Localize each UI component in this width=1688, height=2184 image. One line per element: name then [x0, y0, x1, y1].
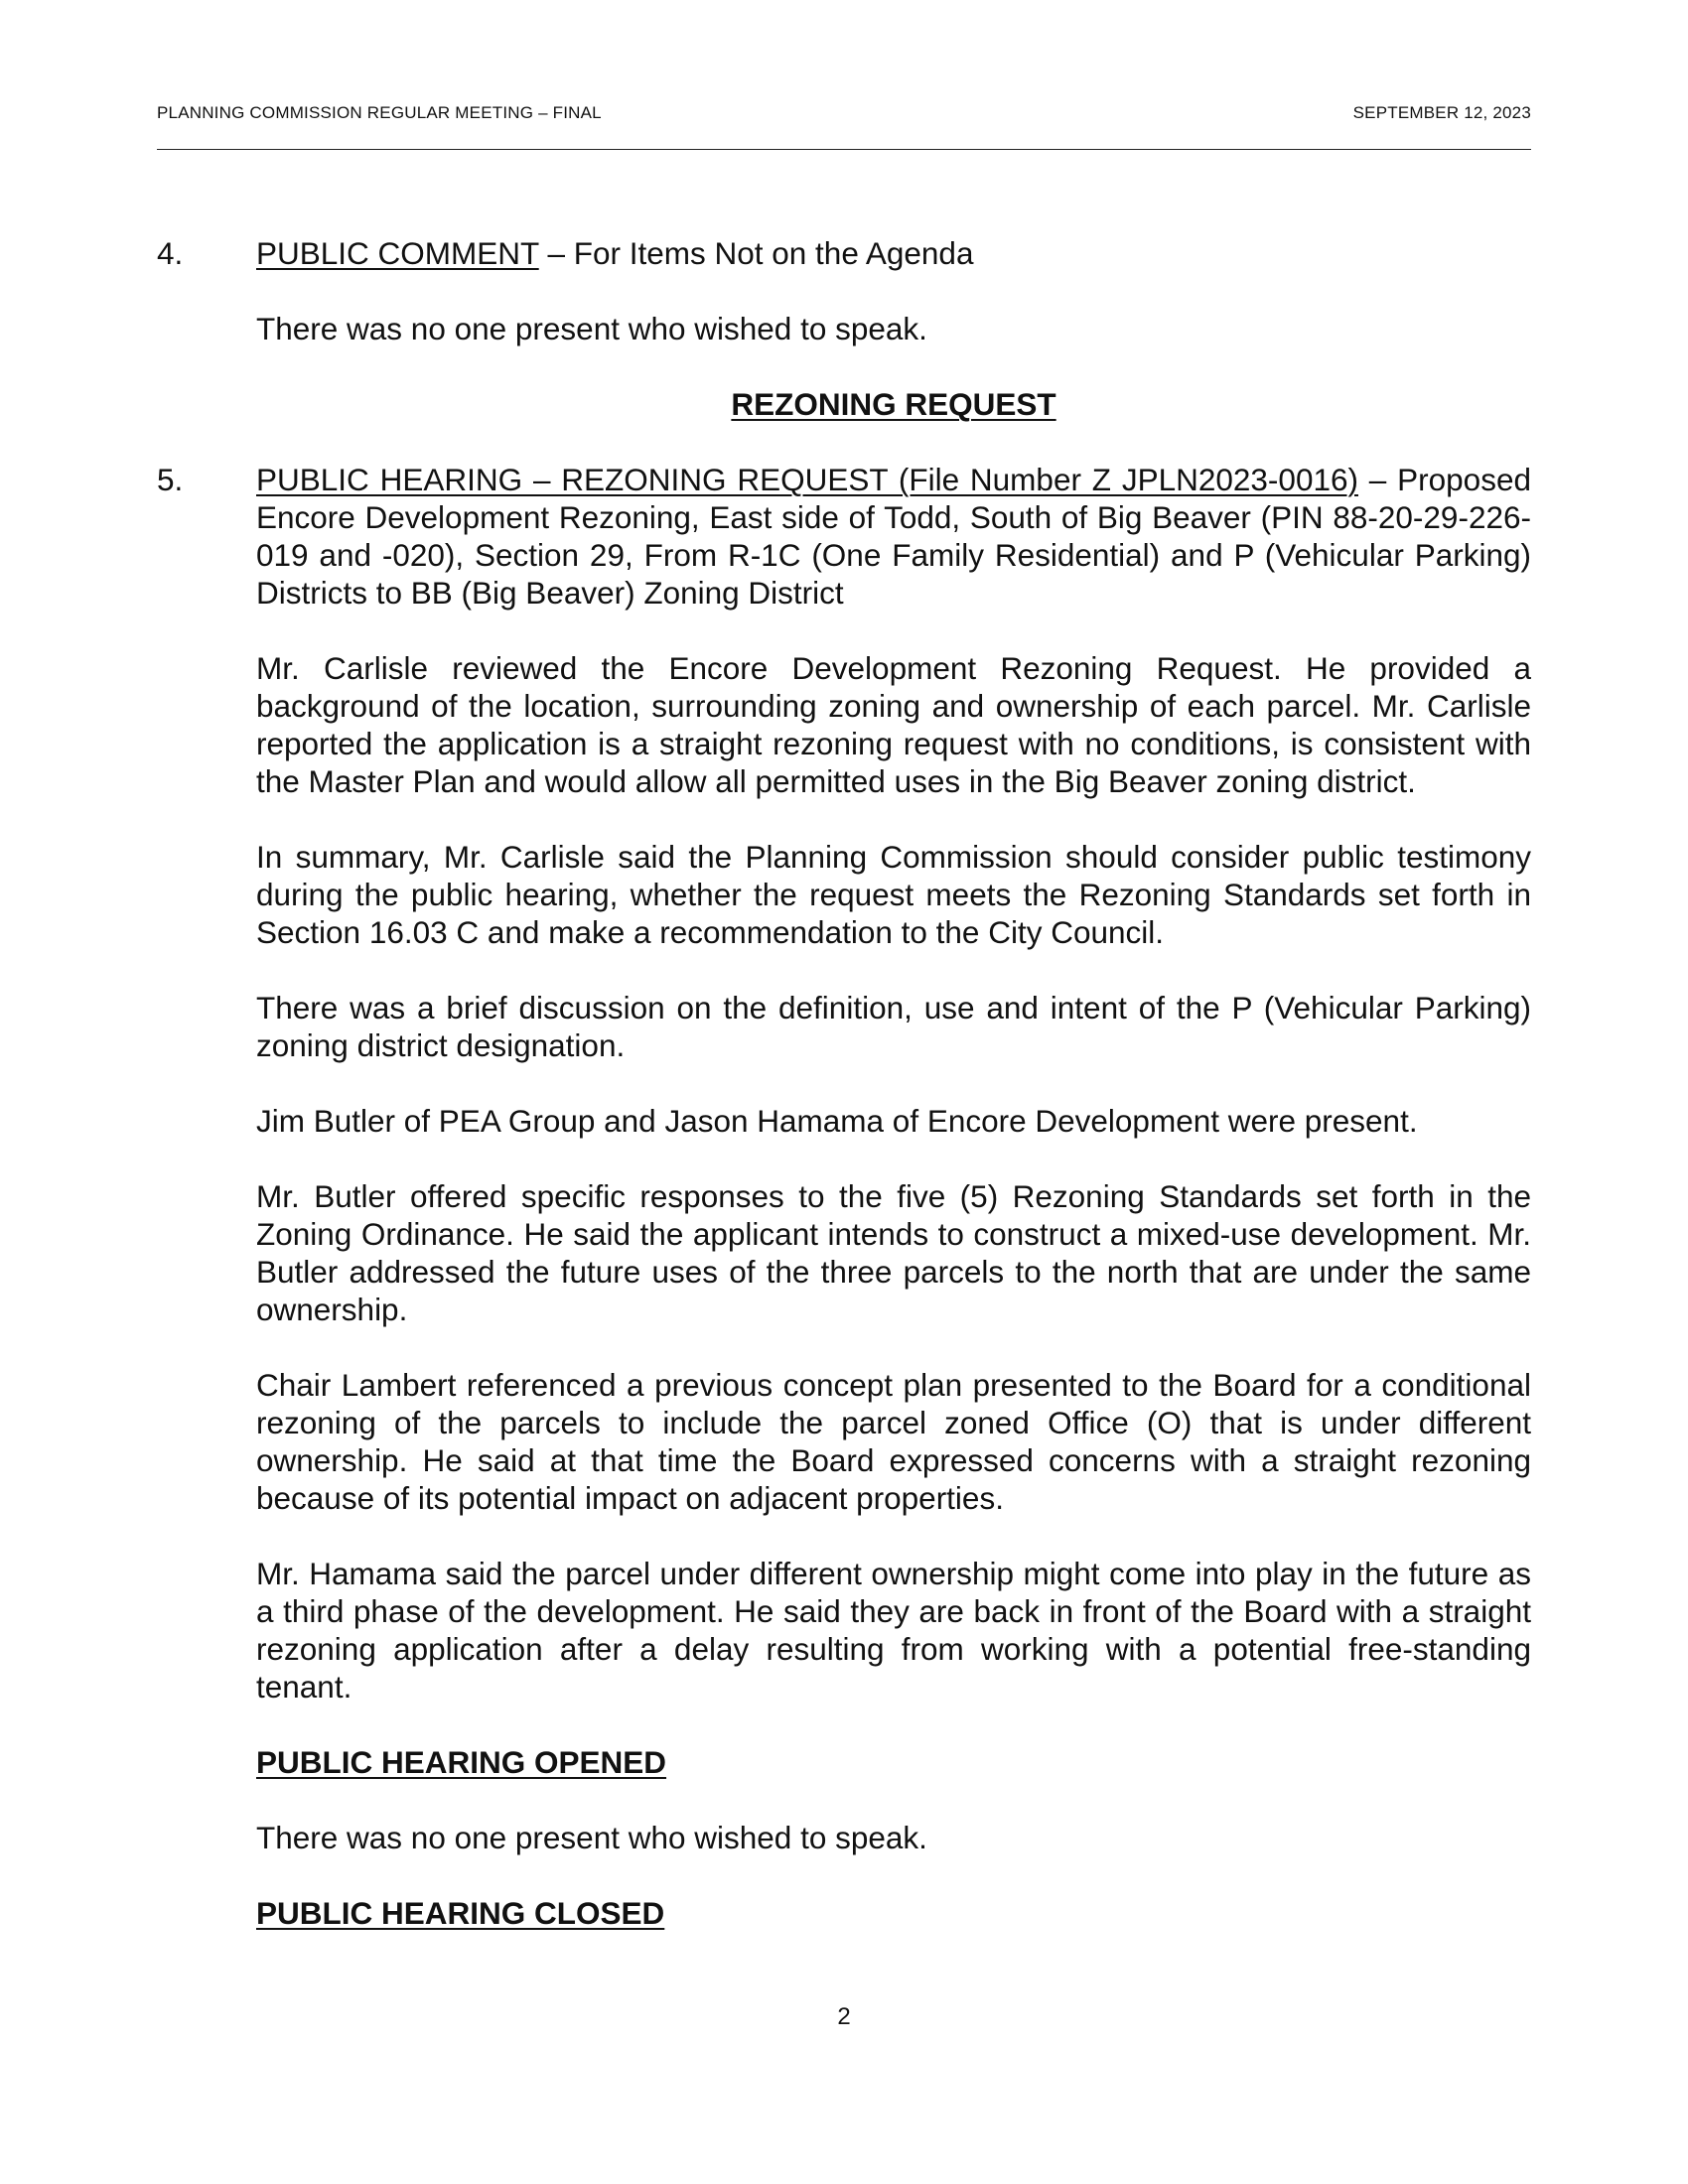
paragraph: Mr. Hamama said the parcel under different ownership might come into play in the future as a third phase of the development. He said they are back in front of the Board with a straight rezoning application after a delay resulting from working with a potential free-standing tenant.: [256, 1556, 1531, 1705]
hearing-opened-heading: PUBLIC HEARING OPENED: [256, 1744, 667, 1780]
paragraph: Mr. Carlisle reviewed the Encore Development Rezoning Request. He provided a background of the location, surrounding zoning and ownership of each parcel. Mr. Carlisle reported the application is a straight rezoning request with no conditions, is consistent with the Master Plan and would allow all permitted uses in the Big Beaver zoning district.: [256, 650, 1531, 799]
header-divider: [157, 149, 1531, 150]
paragraph: There was a brief discussion on the definition, use and intent of the P (Vehicular Parking) zoning district designation.: [256, 990, 1531, 1063]
section-heading: REZONING REQUEST: [731, 386, 1056, 422]
agenda-item-5: [157, 461, 1531, 612]
item-title-underlined: PUBLIC COMMENT: [256, 235, 539, 271]
item-4-text: There was no one present who wished to speak.: [256, 311, 927, 346]
agenda-item-4: [157, 234, 1531, 272]
paragraph: Mr. Butler offered specific responses to the five (5) Rezoning Standards set forth in the Zoning Ordinance. He said the applicant intends to construct a mixed-use development. Mr. Butler addressed the future uses of the three parcels to the north that are under the same ownership.: [256, 1178, 1531, 1327]
item-number: 4.: [157, 235, 184, 271]
header-meeting-title: PLANNING COMMISSION REGULAR MEETING – FINAL: [157, 103, 602, 122]
page-number: 2: [837, 2003, 851, 2030]
paragraph: Jim Butler of PEA Group and Jason Hamama of Encore Development were present.: [256, 1103, 1418, 1139]
document-body: [157, 234, 1531, 1970]
header-meeting-date: SEPTEMBER 12, 2023: [1352, 103, 1531, 122]
item-title-underlined: PUBLIC HEARING – REZONING REQUEST (File Number Z JPLN2023-0016): [256, 462, 1358, 497]
paragraph: Chair Lambert referenced a previous concept plan presented to the Board for a conditional rezoning of the parcels to include the parcel zoned Office (O) that is under different ownership. He said at that time the Board expressed concerns with a straight rezoning because of its potential impact on adjacent properties.: [256, 1367, 1531, 1516]
item-number: 5.: [157, 462, 184, 497]
item-title-rest: – For Items Not on the Agenda: [538, 235, 974, 271]
hearing-closed-heading: PUBLIC HEARING CLOSED: [256, 1895, 665, 1931]
item-title: [256, 234, 1531, 272]
hearing-text: There was no one present who wished to speak.: [256, 1820, 927, 1855]
paragraph: In summary, Mr. Carlisle said the Planning Commission should consider public testimony during the public hearing, whether the request meets the Rezoning Standards set forth in Section 16.03 C and make a recommendation to the City Council.: [256, 839, 1531, 950]
page-header: [157, 103, 1531, 125]
item-title: [256, 461, 1531, 612]
item-title-rest: – Proposed Encore Development Rezoning, East side of Todd, South of Big Beaver (PIN 88-20-29-226-019 and -020), Section 29, From R-1C (One Family Residential) and P (Vehicular Parking) Districts to BB (Big Beaver) Zoning District: [256, 462, 1531, 611]
